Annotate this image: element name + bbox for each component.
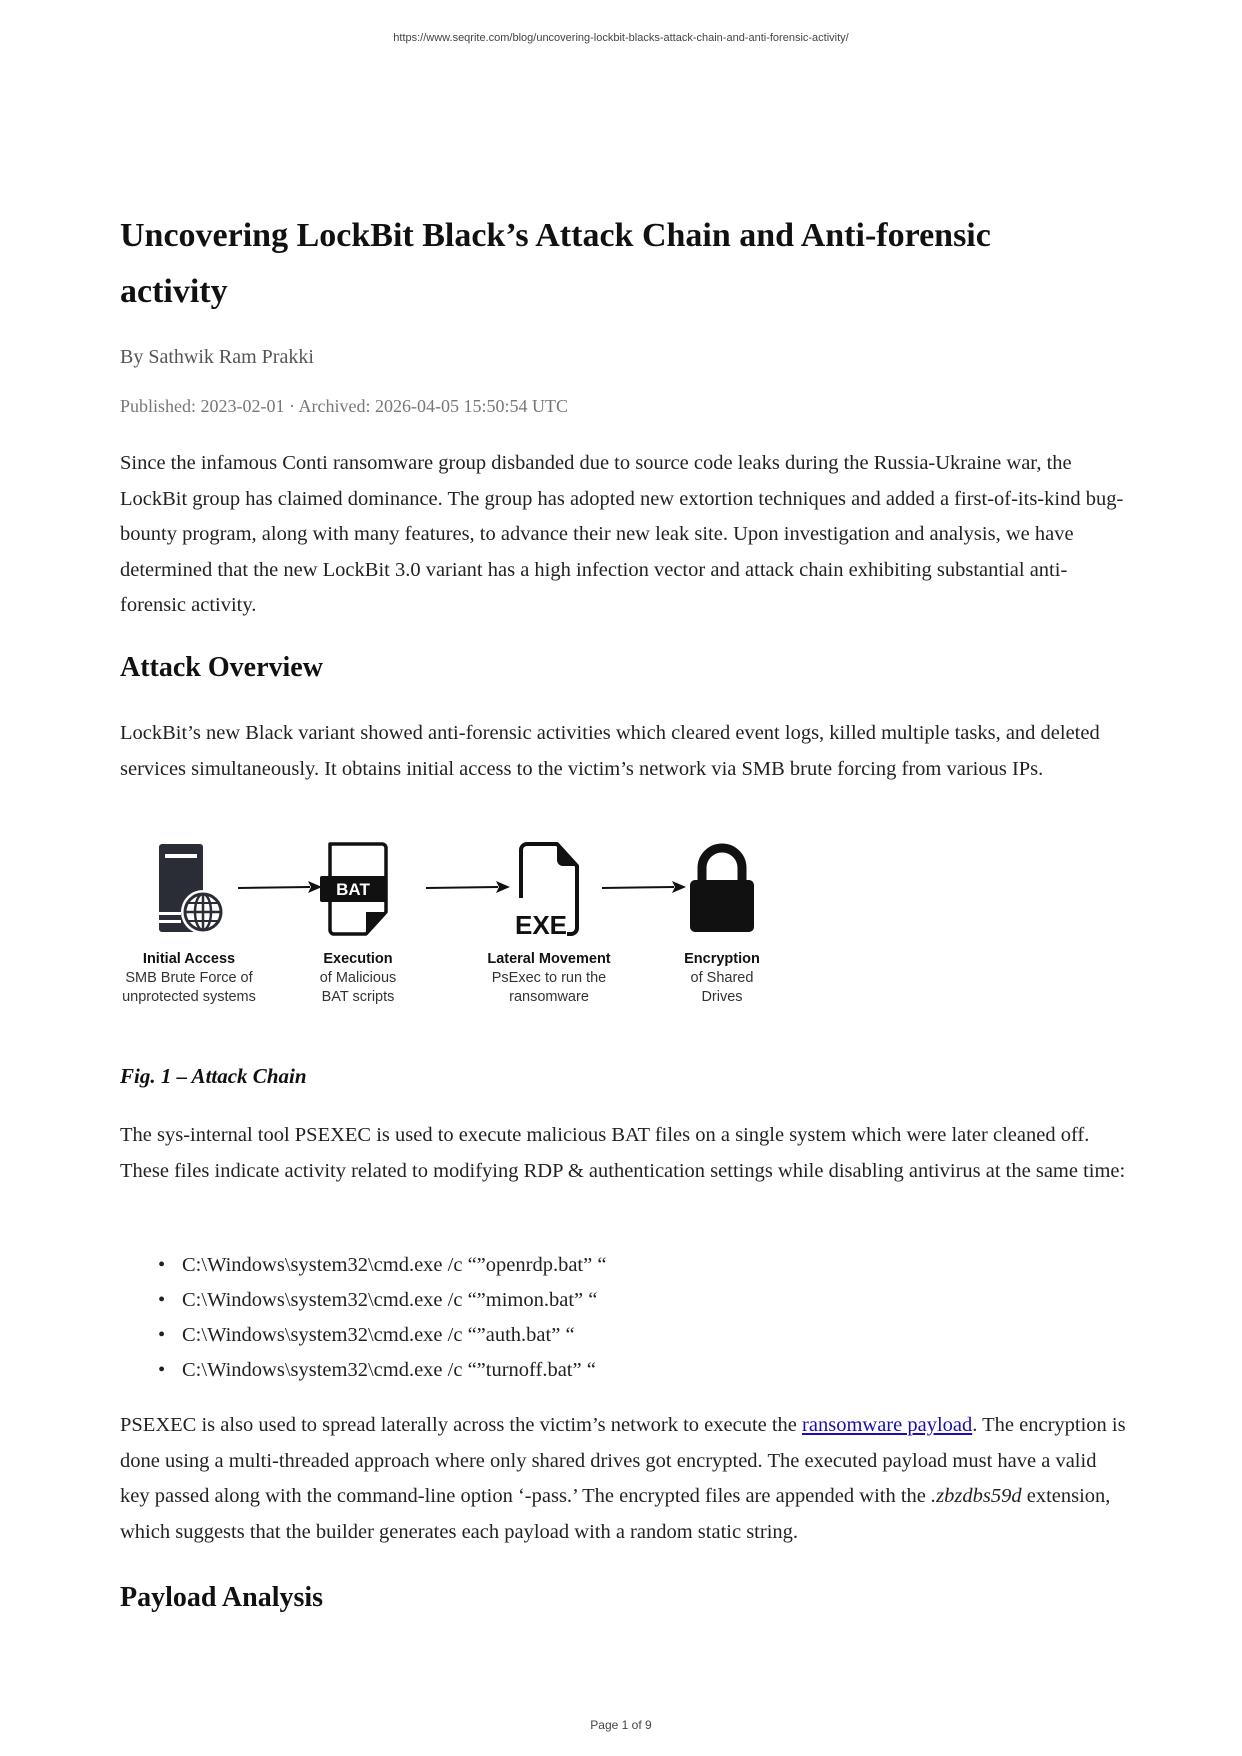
spread-text-end: extension, which suggests that the builder generates each payload with a random static string. <box>120 1485 1111 1543</box>
list-item: • C:\Windows\system32\cmd.exe /c “”turnoff.bat” “ <box>182 1353 606 1388</box>
spread-text-after-link: . The encryption is done using a multi-threaded approach where only shared drives got encrypted. The executed payload must have a valid key passed along with the command-line option ‘-pass.’ The encrypted files are appended with the <box>120 1414 1126 1507</box>
list-item: • C:\Windows\system32\cmd.exe /c “”mimon.bat” “ <box>182 1283 606 1318</box>
step-title: Lateral Movement <box>487 951 611 967</box>
exe-file-icon <box>511 840 587 936</box>
exe-label: EXE <box>514 910 568 936</box>
step-desc-line1: of Shared <box>690 970 754 986</box>
step-desc-line1: of Malicious <box>319 970 397 986</box>
article-byline: By Sathwik Ram Prakki <box>120 346 314 368</box>
article-meta: Published: 2023-02-01 · Archived: 2026-04-05 15:50:54 UTC <box>120 396 568 416</box>
padlock-icon <box>684 840 760 936</box>
intro-paragraph: Since the infamous Conti ransomware group disbanded due to source code leaks during the Russia-Ukraine war, the LockBit group has claimed dominance. The group has adopted new extortion techniques and added a first-of-its-kind bug-bounty program, along with many features, to advance their new leak site. Upon investigation and analysis, we have determined that the new LockBit 3.0 variant has a high infection vector and attack chain exhibiting substantial anti-forensic activity. <box>120 452 1124 616</box>
figure-caption: Fig. 1 – Attack Chain <box>120 1064 307 1088</box>
step-desc-line2: Drives <box>701 989 743 1005</box>
file-extension: .zbzdbs59d <box>931 1485 1022 1507</box>
list-item: • C:\Windows\system32\cmd.exe /c “”openrdp.bat” “ <box>182 1248 606 1283</box>
spread-text-before-link: PSEXEC is also used to spread laterally across the victim’s network to execute the <box>120 1414 803 1436</box>
diagram-step-initial-access <box>114 840 264 1007</box>
bat-file-icon <box>320 840 396 936</box>
list-item: • C:\Windows\system32\cmd.exe /c “”auth.bat” “ <box>182 1318 606 1353</box>
step-desc-line2: BAT scripts <box>321 989 395 1005</box>
page-number-footer: Page 1 of 9 <box>590 1718 652 1732</box>
step-title: Encryption <box>684 951 760 967</box>
attack-chain-diagram <box>120 840 800 1020</box>
page-url-header: https://www.seqrite.com/blog/uncovering-lockbit-blacks-attack-chain-and-anti-forensic-activity/ <box>393 32 849 44</box>
section-heading-attack-overview: Attack Overview <box>120 652 323 683</box>
overview-paragraph: LockBit’s new Black variant showed anti-forensic activities which cleared event logs, killed multiple tasks, and deleted services simultaneously. It obtains initial access to the victim’s network via SMB brute forcing from various IPs. <box>120 722 1100 780</box>
command-list <box>120 1248 606 1388</box>
step-desc-line2: unprotected systems <box>122 989 256 1005</box>
step-desc-line2: ransomware <box>509 989 589 1005</box>
step-desc-line1: SMB Brute Force of <box>125 970 253 986</box>
psexec-paragraph: The sys-internal tool PSEXEC is used to execute malicious BAT files on a single system which were later cleaned off. These files indicate activity related to modifying RDP & authentication settings while disabling antivirus at the same time: <box>120 1124 1126 1182</box>
diagram-step-lateral-movement <box>478 840 620 1007</box>
diagram-step-execution <box>298 840 418 1007</box>
ransomware-payload-link[interactable]: ransomware payload <box>802 1414 973 1436</box>
server-globe-icon <box>151 840 227 936</box>
step-title: Execution <box>323 951 393 967</box>
article-title: Uncovering LockBit Black’s Attack Chain and Anti-forensic activity <box>120 217 991 310</box>
bat-label: BAT <box>336 880 370 899</box>
diagram-step-encryption <box>672 840 772 1007</box>
spread-paragraph <box>120 1408 1130 1550</box>
section-heading-payload-analysis: Payload Analysis <box>120 1582 324 1613</box>
step-desc-line1: PsExec to run the <box>491 970 607 986</box>
step-title: Initial Access <box>142 951 236 967</box>
